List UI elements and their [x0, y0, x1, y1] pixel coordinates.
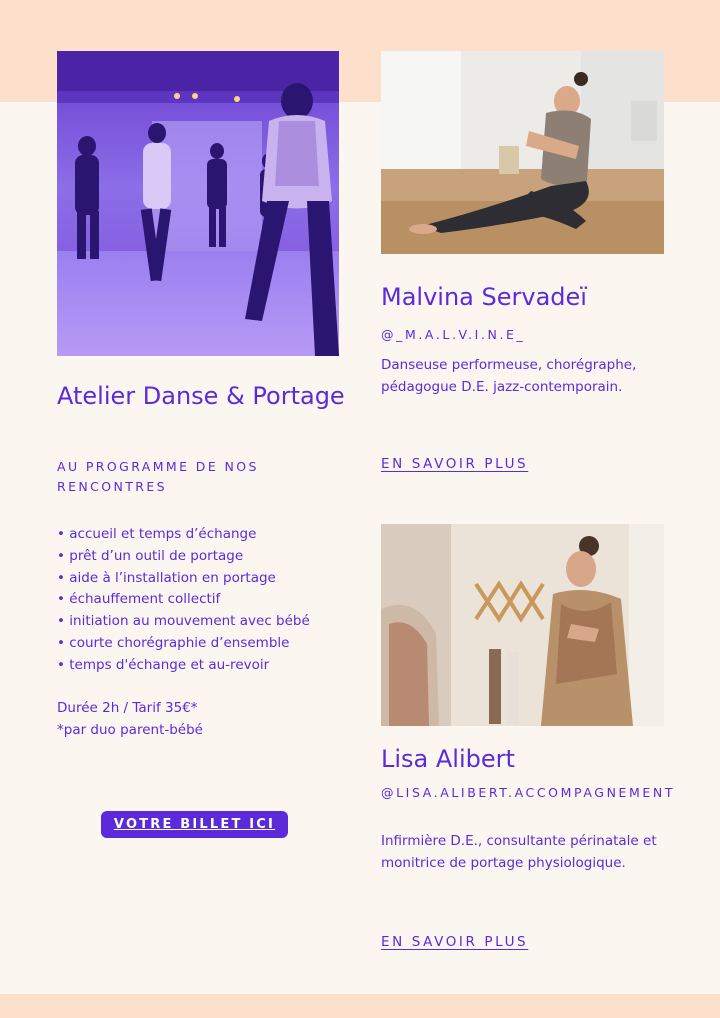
program-list [57, 524, 357, 677]
list-item: • courte chorégraphie d’ensemble [57, 633, 357, 655]
list-item: • temps d'échange et au-revoir [57, 655, 357, 677]
list-item: • initiation au mouvement avec bébé [57, 611, 357, 633]
ticket-button[interactable]: VOTRE BILLET ICI [101, 811, 288, 838]
person-handle-malvina: @_M.A.L.V.I.N.E_ [381, 327, 526, 342]
more-link-malvina[interactable]: EN SAVOIR PLUS [381, 456, 529, 472]
list-item: • aide à l’installation en portage [57, 568, 357, 590]
malvina-photo [381, 51, 664, 254]
more-link-lisa[interactable]: EN SAVOIR PLUS [381, 934, 529, 950]
list-item: • accueil et temps d’échange [57, 524, 357, 546]
person-bio-malvina: Danseuse performeuse, chorégraphe, pédagogue D.E. jazz-contemporain. [381, 357, 637, 395]
workshop-title: Atelier Danse & Portage [57, 382, 345, 410]
list-item: • prêt d’un outil de portage [57, 546, 357, 568]
person-name-malvina: Malvina Servadeï [381, 283, 587, 311]
lisa-photo [381, 524, 664, 726]
person-bio-lisa: Infirmière D.E., consultante périnatale et monitrice de portage physiologique. [381, 833, 657, 871]
list-item: • échauffement collectif [57, 589, 357, 611]
person-handle-lisa: @LISA.ALIBERT.ACCOMPAGNEMENT [381, 785, 676, 800]
dance-class-photo [57, 51, 339, 356]
bottom-band [0, 994, 720, 1018]
program-subtitle: AU PROGRAMME DE NOS RENCONTRES [57, 459, 259, 494]
duration-price: Durée 2h / Tarif 35€* [57, 700, 198, 716]
price-footnote: *par duo parent-bébé [57, 721, 203, 738]
person-name-lisa: Lisa Alibert [381, 745, 515, 773]
pricing-info [57, 698, 337, 741]
